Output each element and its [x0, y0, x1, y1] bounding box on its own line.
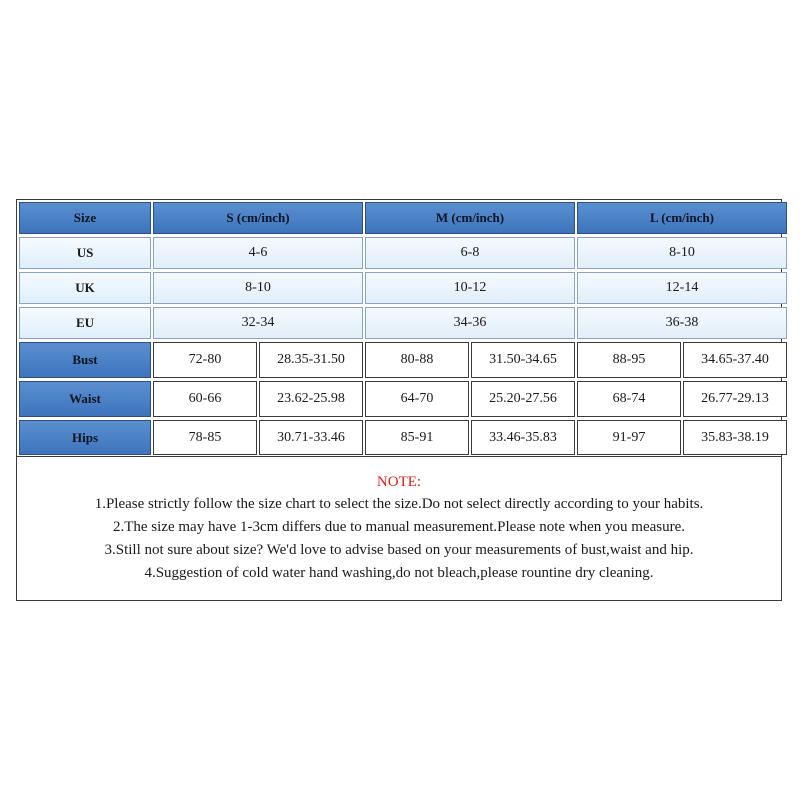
hips-s — [153, 420, 363, 455]
us-s: 4-6 — [153, 237, 363, 269]
hips-l-cm: 91-97 — [577, 420, 681, 455]
row-label-us: US — [19, 237, 151, 269]
size-chart — [16, 199, 782, 601]
waist-m-cm: 64-70 — [365, 381, 469, 417]
hips-l-inch: 35.83-38.19 — [683, 420, 787, 455]
hips-m-cm: 85-91 — [365, 420, 469, 455]
hips-m-inch: 33.46-35.83 — [471, 420, 575, 455]
header-m: M (cm/inch) — [365, 202, 575, 234]
uk-m: 10-12 — [365, 272, 575, 304]
waist-l — [577, 381, 787, 417]
uk-l: 12-14 — [577, 272, 787, 304]
bust-s-cm: 72-80 — [153, 342, 257, 378]
row-label-waist: Waist — [19, 381, 151, 417]
hips-s-inch: 30.71-33.46 — [259, 420, 363, 455]
bust-s-inch: 28.35-31.50 — [259, 342, 363, 378]
header-size: Size — [19, 202, 151, 234]
row-label-bust: Bust — [19, 342, 151, 378]
note-line-3: 3.Still not sure about size? We'd love to advise based on your measurements of bust,waist and hip. — [104, 542, 694, 558]
header-l: L (cm/inch) — [577, 202, 787, 234]
eu-s: 32-34 — [153, 307, 363, 339]
notes-section — [17, 456, 781, 600]
note-line-4: 4.Suggestion of cold water hand washing,do not bleach,please rountine dry cleaning. — [144, 565, 654, 581]
waist-m — [365, 381, 575, 417]
bust-l-inch: 34.65-37.40 — [683, 342, 787, 378]
waist-s-inch: 23.62-25.98 — [259, 381, 363, 417]
hips-s-cm: 78-85 — [153, 420, 257, 455]
note-line-1: 1.Please strictly follow the size chart to select the size.Do not select directly according to your habits. — [94, 496, 704, 512]
waist-l-cm: 68-74 — [577, 381, 681, 417]
row-label-hips: Hips — [19, 420, 151, 455]
eu-l: 36-38 — [577, 307, 787, 339]
note-line-2: 2.The size may have 1-3cm differs due to manual measurement.Please note when you measure. — [112, 519, 686, 535]
bust-s — [153, 342, 363, 378]
bust-m-inch: 31.50-34.65 — [471, 342, 575, 378]
header-s: S (cm/inch) — [153, 202, 363, 234]
eu-m: 34-36 — [365, 307, 575, 339]
hips-m — [365, 420, 575, 455]
us-l: 8-10 — [577, 237, 787, 269]
waist-m-inch: 25.20-27.56 — [471, 381, 575, 417]
us-m: 6-8 — [365, 237, 575, 269]
waist-s-cm: 60-66 — [153, 381, 257, 417]
waist-s — [153, 381, 363, 417]
row-label-uk: UK — [19, 272, 151, 304]
size-table — [19, 202, 781, 453]
bust-m-cm: 80-88 — [365, 342, 469, 378]
hips-l — [577, 420, 787, 455]
row-label-eu: EU — [19, 307, 151, 339]
waist-l-inch: 26.77-29.13 — [683, 381, 787, 417]
note-title: NOTE: — [376, 474, 422, 490]
bust-l — [577, 342, 787, 378]
bust-m — [365, 342, 575, 378]
bust-l-cm: 88-95 — [577, 342, 681, 378]
uk-s: 8-10 — [153, 272, 363, 304]
